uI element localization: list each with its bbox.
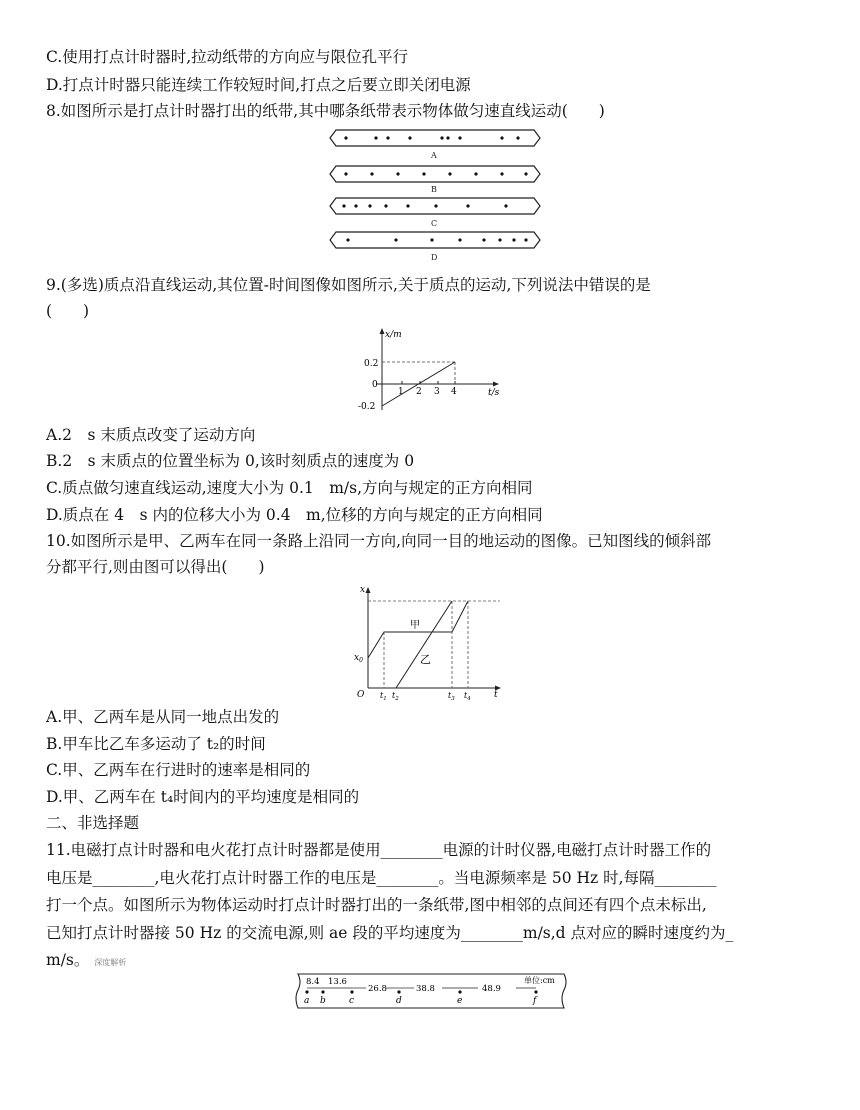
q10-t1-label: $t_1$ [380, 691, 387, 702]
q9-y-tick-0: 0 [372, 380, 378, 390]
q9-option-c: C.质点做匀速直线运动,速度大小为 0.1 m/s,方向与规定的正方向相同 [46, 479, 533, 497]
q9-y-tick-0.2: 0.2 [364, 359, 379, 369]
q11-tape-figure [290, 970, 574, 1014]
q8-stem: 8.如图所示是打点计时器打出的纸带,其中哪条纸带表示物体做匀速直线运动( ) [46, 102, 605, 120]
dist-ef: 48.9 [482, 984, 501, 994]
q9-x-axis-label: t/s [488, 388, 500, 398]
point-b: b [320, 996, 326, 1006]
tape-c [330, 198, 540, 214]
q11-line3: 打一个点。如图所示为物体运动时打点计时器打出的一条纸带,图中相邻的点间还有四个点未标出, [46, 896, 707, 914]
q9-x-tick-2: 2 [416, 387, 422, 397]
q9-x-tick-1: 1 [398, 387, 404, 397]
q9-stem-line1: 9.(多选)质点沿直线运动,其位置-时间图像如图所示,关于质点的运动,下列说法中错误的是 [46, 276, 651, 294]
q10-t3-label: $t_3$ [448, 691, 455, 702]
q11-line5 [46, 949, 126, 974]
tape-b [330, 166, 540, 182]
q10-origin-label: O [357, 690, 365, 700]
point-c: c [349, 996, 355, 1006]
watermark-label: 深度解析 [94, 958, 127, 967]
q10-xt-graph [352, 584, 512, 702]
q10-stem-line1: 10.如图所示是甲、乙两车在同一条路上沿同一方向,向同一目的地运动的图像。已知图线的倾斜部 [46, 532, 712, 550]
q8-tape-figure [328, 128, 558, 268]
q10-option-d: D.甲、乙两车在 t₄时间内的平均速度是相同的 [46, 788, 360, 806]
tape-label-d: D [431, 253, 438, 262]
point-d: d [396, 996, 402, 1006]
q10-option-c: C.甲、乙两车在行进时的速率是相同的 [46, 761, 311, 779]
q10-t4-label: $t_4$ [464, 691, 471, 702]
q11-line1: 11.电磁打点计时器和电火花打点计时器都是使用________电源的计时仪器,电磁打点计时器工作的 [46, 841, 712, 859]
q11-line4: 已知打点计时器接 50 Hz 的交流电源,则 ae 段的平均速度为________m/s,d 点对应的瞬时速度约为_ [46, 924, 734, 942]
q9-y-axis-label: x/m [385, 330, 402, 340]
q9-option-a: A.2 s 末质点改变了运动方向 [46, 426, 256, 444]
q9-option-d: D.质点在 4 s 内的位移大小为 0.4 m,位移的方向与规定的正方向相同 [46, 506, 543, 524]
tape-label-a: A [431, 151, 437, 160]
q10-y-axis-label: x [360, 585, 366, 595]
q9-xt-graph [354, 326, 514, 416]
section-title: 二、非选择题 [46, 814, 140, 832]
dist-cd: 26.8 [368, 984, 387, 994]
q9-y-tick-neg0.2: -0.2 [358, 402, 376, 412]
q10-series-jia: 甲 [410, 620, 420, 631]
q10-option-a: A.甲、乙两车是从同一地点出发的 [46, 708, 280, 726]
q11-line2: 电压是________,电火花打点计时器工作的电压是________。当电源频率是 50 Hz 时,每隔________ [46, 869, 717, 887]
q7-option-c: C.使用打点计时器时,拉动纸带的方向应与限位孔平行 [46, 48, 409, 66]
dist-de: 38.8 [416, 984, 435, 994]
q10-stem-line2: 分都平行,则由图可以得出( ) [46, 558, 265, 576]
q9-x-tick-4: 4 [451, 387, 457, 397]
tape-label-c: C [431, 219, 438, 228]
q10-t2-label: $t_2$ [392, 691, 399, 702]
q9-stem-line2: ( ) [46, 302, 90, 320]
q10-x-axis-label: t [494, 690, 498, 700]
q10-x0-label: $x_0$ [354, 653, 363, 664]
point-e: e [457, 996, 463, 1006]
point-f: f [533, 996, 537, 1006]
q11-line5-text: m/s。 [46, 951, 90, 969]
tape-a [330, 130, 540, 146]
dist-ab: 8.4 [306, 977, 320, 987]
dist-bc: 13.6 [328, 977, 347, 987]
q10-option-b: B.甲车比乙车多运动了 t₂的时间 [46, 735, 266, 753]
q10-series-yi: 乙 [420, 653, 431, 666]
tape-unit: 单位:cm [524, 976, 555, 985]
q9-option-b: B.2 s 末质点的位置坐标为 0,该时刻质点的速度为 0 [46, 452, 415, 470]
point-a: a [304, 996, 310, 1006]
q9-x-tick-3: 3 [434, 387, 440, 397]
tape-label-b: B [431, 185, 437, 194]
tape-d [330, 232, 540, 248]
q7-option-d: D.打点计时器只能连续工作较短时间,打点之后要立即关闭电源 [46, 76, 471, 94]
